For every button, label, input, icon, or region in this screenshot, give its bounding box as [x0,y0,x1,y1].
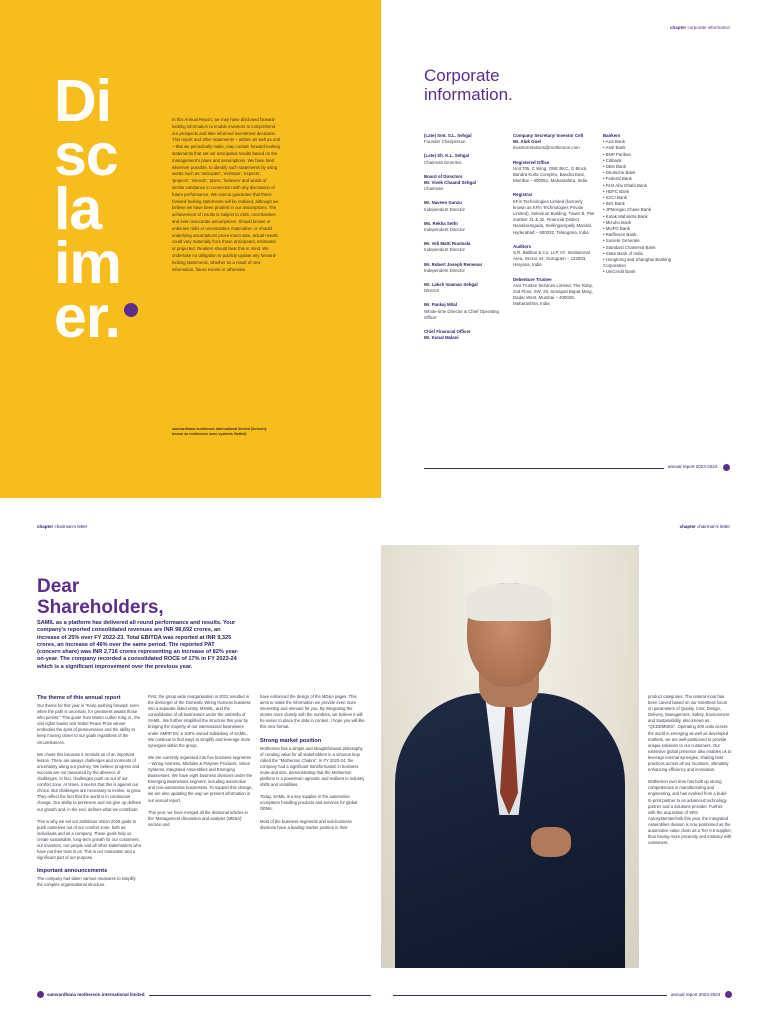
chapter-word: chapter [679,524,696,529]
page-footer [37,991,732,1000]
info-block [513,160,595,185]
info-block [424,153,506,165]
info-label: Chief Financial Officer [424,329,471,335]
banker-name: JPMorgan Chase Bank [605,207,651,213]
banker-name: Federal Bank [605,176,632,182]
info-name: Ms. Rekha Sethi [424,220,458,226]
banker-name: Hongkong and Shanghai Banking Corporation [603,257,672,269]
info-block [424,282,506,294]
banker-name: DBS Bank [605,164,627,170]
info-name: Mr. Laksh Vaaman Sehgal [424,282,478,288]
banker-name: First Abu Dhabi Bank [605,182,648,188]
disclaimer-letters-2: sc [54,122,118,188]
section-heading: Strong market position [260,737,322,744]
banker-name: UniCredit Bank [605,269,636,275]
info-detail: Founder Chairperson [424,139,466,145]
info-detail: Independent Director [424,227,466,233]
bullet-icon: • [603,232,606,238]
banker-name: Citibank [605,157,622,163]
banker-name: BNP Paribas [605,151,631,157]
chapter-label-left [37,524,87,529]
disclaimer-letters-3: la [54,176,102,242]
bullet-icon: • [603,213,606,219]
banker-name: Societe Generale [605,238,640,244]
banker-item [603,257,685,269]
page-footer [424,464,730,473]
footer-annual-report: annual report 2023-2024 [668,464,718,469]
paragraph: We chose this because it reminds us of an important lesson. There are always challenges and moments of uncertainty along our journey. We believe progress and success are not measured by the absence of challenges. In fact, challenges push us out of our comfort zone. At times, it seems that this is against our choice. But challenges are necessary to evolve, to grow. They reflect the fact that the world is in continuous change. Our ability to persevere and not give up defines our growth and, in the end, defines what we contribute. [37,751,142,812]
disclaimer-text: In this Annual Report, we may have disclosed forward-looking information to enable investors to comprehend our prospects and take informed investment decisions. This report and other statements – written as well as oral – that we periodically make, may contain forward-looking statements that set out anticipated results based on the management's plans and assumptions. We have tried wherever possible, to identify such statements by using words such as 'anticipate', 'estimate', 'expects', 'projects', 'intends', 'plans', 'believes' and words of similar substance in connection with any discussion of future performance. We cannot guarantee that these forward-looking statements will be realised, although we believe we have been prudent in our assumptions. The achievement of results is subject to risks, uncertainties and even inaccurate assumptions. Should known or unknown risks or uncertainties materialise, or should underlying assumptions prove inaccurate, actual results could vary materially from those anticipated, estimated or projected. Readers should bear this in mind. We undertake no obligation to publicly update any forward-looking statements, whether as a result of new information, future events or otherwise. [172,117,280,272]
banker-name: MUFG Bank [605,226,630,232]
chapter-word: chapter [37,524,54,529]
bankers-list [603,139,685,275]
banker-name: State Bank of India [605,250,643,256]
banker-name: Raiffeisen Bank [605,232,637,238]
banker-name: Kotak Mahindra Bank [605,213,648,219]
title-line-1: Dear [37,576,80,597]
paragraph: The company has taken various measures to simplify the complex organisational structure. [37,876,136,888]
letter-column-1 [37,692,142,894]
portrait-hand [531,827,571,857]
info-label: Registered Office [513,159,550,165]
disclaimer-company-note: samvardhana motherson international limited (formerly known as motherson sumi systems limited) [172,427,267,436]
info-block [424,241,506,253]
bullet-icon: • [603,170,606,176]
bankers-label: Bankers [603,133,621,138]
bullet-icon: • [603,157,606,163]
bullet-icon: • [603,195,606,201]
info-name: Mr. Vivek Chaand Sehgal [424,180,476,186]
paragraph: First, the group wide reorganisation in 2022 resulted in the demerger of the Domestic Wiring Harness business into a separate listed entity, MSWIL, and the consolidation of all businesses under the umbrella of SAMIL. We further simplified the structure this year by bringing the majority of our international businesses under SMRP BV, a 100% owned subsidiary of SAMIL. We continue to find ways to simplify and leverage more synergies within the group. [148,694,251,748]
bullet-icon: • [603,151,606,157]
info-label: Auditors [513,243,532,249]
info-detail: Independent Director [424,206,466,212]
disclaimer-letters-1: Di [54,68,111,134]
banker-name: ANZ Bank [605,145,626,151]
title-line-1: Corporate [424,66,500,85]
footer-rule [424,468,664,469]
paragraph: have enhanced the design of the MD&A pages. This aims to make the information we provide even more interesting and relevant for you. By integrating the stories more closely with the numbers, we believe it will be easier to place the data in context. I hope you will like this new format. [260,694,365,730]
section-heading: The theme of this annual report [37,695,121,701]
title-line-2: information. [424,85,513,104]
banker-name: Standard Chartered Bank [605,244,656,250]
letter-column-2 [148,694,253,834]
footer-dot-icon [723,464,730,471]
info-detail: Director [424,288,440,294]
bullet-icon: • [603,226,606,232]
letter-column-3 [260,694,365,837]
info-block [424,174,506,193]
banker-name: Axis Bank [605,139,626,145]
banker-name: ING Bank [605,201,625,207]
letter-intro: SAMIL as a platform has delivered all round performance and results. Your company's reported consolidated revenues are INR 98,692 crores, an increase of 25% over FY 2022-23. Total EBITDA was reported at INR 9,325 crores, an increase of 46% over the same period. The reported PAT (concern share) was INR 2,716 crores representing an increase of 82% year-on-year. The company recorded a consolidated ROCE of 17% in FY 2023-24 which is a significant improvement over the previous year. [37,620,239,670]
footer-rule [393,995,667,996]
purple-dot-icon [124,303,138,317]
portrait-hair [465,583,553,621]
letter-column-4 [648,694,732,852]
bullet-icon: • [603,257,606,263]
info-label: Board of Directors [424,173,463,179]
info-block [424,302,506,321]
bullet-icon: • [603,201,606,207]
info-label: Company Secretary/ Investor Cell [513,133,584,138]
bullet-icon: • [603,188,606,194]
footer-rule [149,995,371,996]
paragraph: Our theme for this year is "Keep pushing forward; even when the path is uncertain, for greatness awaits those who persist." This quote from Martin Luther King Jr., the civil rights leader and Nobel Peace Prize winner embodies the spirit of perseverance and the ability to keep moving closer to our goals regardless of the circumstances. [37,703,141,745]
info-name: Mr. Alok Goel [513,139,541,145]
footer-dot-icon [725,991,732,998]
paragraph: This is why we set our ambitious Vision 2025 goals to push ourselves out of our comfort zone, both as individuals and as a company. These goals help us create sustainable, long-term growth for our customers, our investors, our people and all other stakeholders who have put their trust in us. This is our motivation and a significant part of our purpose. [37,818,142,861]
chapter-label-right [680,524,730,529]
info-block [424,329,506,341]
info-detail: Unit 705, C Wing, ONE BKC, G Block, Bandra Kurla Complex, Bandra East, Mumbai – 400051, Maharashtra, India [513,165,588,184]
disclaimer-letters-5: er. [54,284,120,350]
bullet-icon: • [603,219,606,225]
letter-title [37,576,164,618]
info-name: Mr. Veli Matti Ruotsala [424,241,471,247]
disclaimer-panel [0,0,381,498]
info-name: Mr. Pankaj Mital [424,302,457,308]
info-label: Registrar [513,192,533,198]
bullet-icon: • [603,269,606,275]
info-name: (Late) Smt. S.L. Sehgal [424,133,472,138]
info-block [513,133,595,152]
paragraph: Motherson over time has built up strong competencies in manufacturing and engineering, and has evolved from a build-to-print partner to an advanced technology partner and a solutions provider. Further, with the acquisition of SRS Autosystemtechnik this year, the Integrated Assemblies division is now positioned as the automotive value chain as a Tier 0.5 supplier, thus having more proximity and intimacy with customers. [648,779,732,846]
info-block [424,133,506,145]
paragraph: product categories. The natural moat has been carved based on our relentless focus on parameters of Quality, Cost, Design, Delivery, Management, Safety, Environment and Sustainability, also known as "QCDDMSES". Operating 400 units across the world in emerging as well as developed markets, we are well-positioned to provide unique solutions to our customers. Our extensive global presence also enables us to leverage internal synergies, sharing best practices across all our locations, ultimately enhancing efficiency and innovation. [648,694,732,773]
paragraph: Most of the business segments and sub-business divisions have a leading market position in their [260,818,352,830]
chapter-label [670,25,730,30]
chapter-name: corporate information [687,25,730,30]
disclaimer-heading [54,68,121,350]
info-detail: investorrelations@motherson.com [513,145,580,151]
bullet-icon: • [603,139,606,145]
info-detail: S.R. Batliboi & Co. LLP, 67, Institutional Area, Sector 44, Gurugram – 122003, Haryana, India [513,250,590,268]
bullet-icon: • [603,164,606,170]
disclaimer-letters-4: im [54,230,121,296]
info-label: Debenture Trustee [513,276,552,282]
banker-name: ICICI Bank [605,195,627,201]
bullet-icon: • [603,145,606,151]
info-detail: Axis Trustee Services Limited, The Ruby, 2nd Floor, SW, 29, Senapati Bapat Marg, Dadar West, Mumbai – 400028, Maharashtra, India [513,282,593,307]
info-name: Mr. Naveen Ganzu [424,200,462,206]
bullet-icon: • [603,244,606,250]
info-detail: Chairman [424,186,444,192]
paragraph: Motherson has a simple and straightforward philosophy of creating value for all stakeholders in a virtuous loop called the "Motherson Chakra". In FY 2023-24, the company had a significant transformation in business scale and size, demonstrating that the Motherson platform is a powertrain agnostic and resilient to industry shifts and volatilities. [260,745,365,788]
info-name: Mr. Kunal Malani [424,335,459,341]
info-detail: KFin Technologies Limited (formerly known as KFin Technologies Private Limited), Selenium Building, Tower B, Plot number 31 & 32, Financial District Nanakramguda, Serilingampally Mandal, Hyderabad – 500032, Telangana, India [513,198,595,235]
bankers-column [603,133,685,276]
info-block [513,192,595,235]
paragraph: Today, SAMIL is a key supplier in the automotive ecosystem handling products and services for global OEMs. [260,794,358,812]
info-block [424,221,506,233]
banker-name: HDFC Bank [605,188,630,194]
chapter-word: chapter [669,25,687,30]
corporate-information-spread [0,0,768,498]
bullet-icon: • [603,238,606,244]
info-block [424,200,506,212]
footer-annual-report: annual report 2023-2024 [671,992,721,997]
info-block [513,244,595,269]
info-name: (Late) Sh. K.L. Sehgal [424,153,470,159]
info-block [513,277,595,308]
page-title [424,66,513,104]
company-details-column [513,133,595,316]
footer-company-name: samvardhana motherson international limited [47,992,145,997]
bullet-icon: • [603,250,606,256]
info-detail: Chairman Emeritus [424,159,462,165]
chapter-name: chairman's letter [697,524,730,529]
chairmans-letter-spread [0,508,768,1024]
info-detail: Independent Director [424,247,466,253]
chairman-portrait [381,545,639,968]
paragraph: We are currently organised into five business segments – Wiring Harness, Modules & Polymer Products, Vision Systems, Integrated Assemblies and Emerging Businesses. We have eight business divisions under the Emerging Businesses segment, including automotive and non-automotive businesses. To support this change, we are also updating the way we present information in our annual report. [148,754,253,803]
chapter-name: chairman's letter [54,524,88,529]
bullet-icon: • [603,176,606,182]
info-detail: Whole-time Director & Chief Operating Officer [424,308,499,320]
title-line-2: Shareholders, [37,597,164,618]
info-detail: Independent Director [424,267,466,273]
paragraph: This year, we have merged all the divisional articles in the 'Management discussion and analysis (MD&A)' section and [148,809,248,827]
banker-item [603,269,685,275]
info-name: Mr. Robert Joseph Remenar [424,261,483,267]
bullet-icon: • [603,182,606,188]
directors-column [424,133,506,349]
bullet-icon: • [603,207,606,213]
section-heading: Important announcements [37,868,108,875]
banker-name: Mizuho Bank [605,219,632,225]
footer-dot-icon [37,991,44,998]
banker-name: Deutsche Bank [605,170,636,176]
info-block [424,262,506,274]
